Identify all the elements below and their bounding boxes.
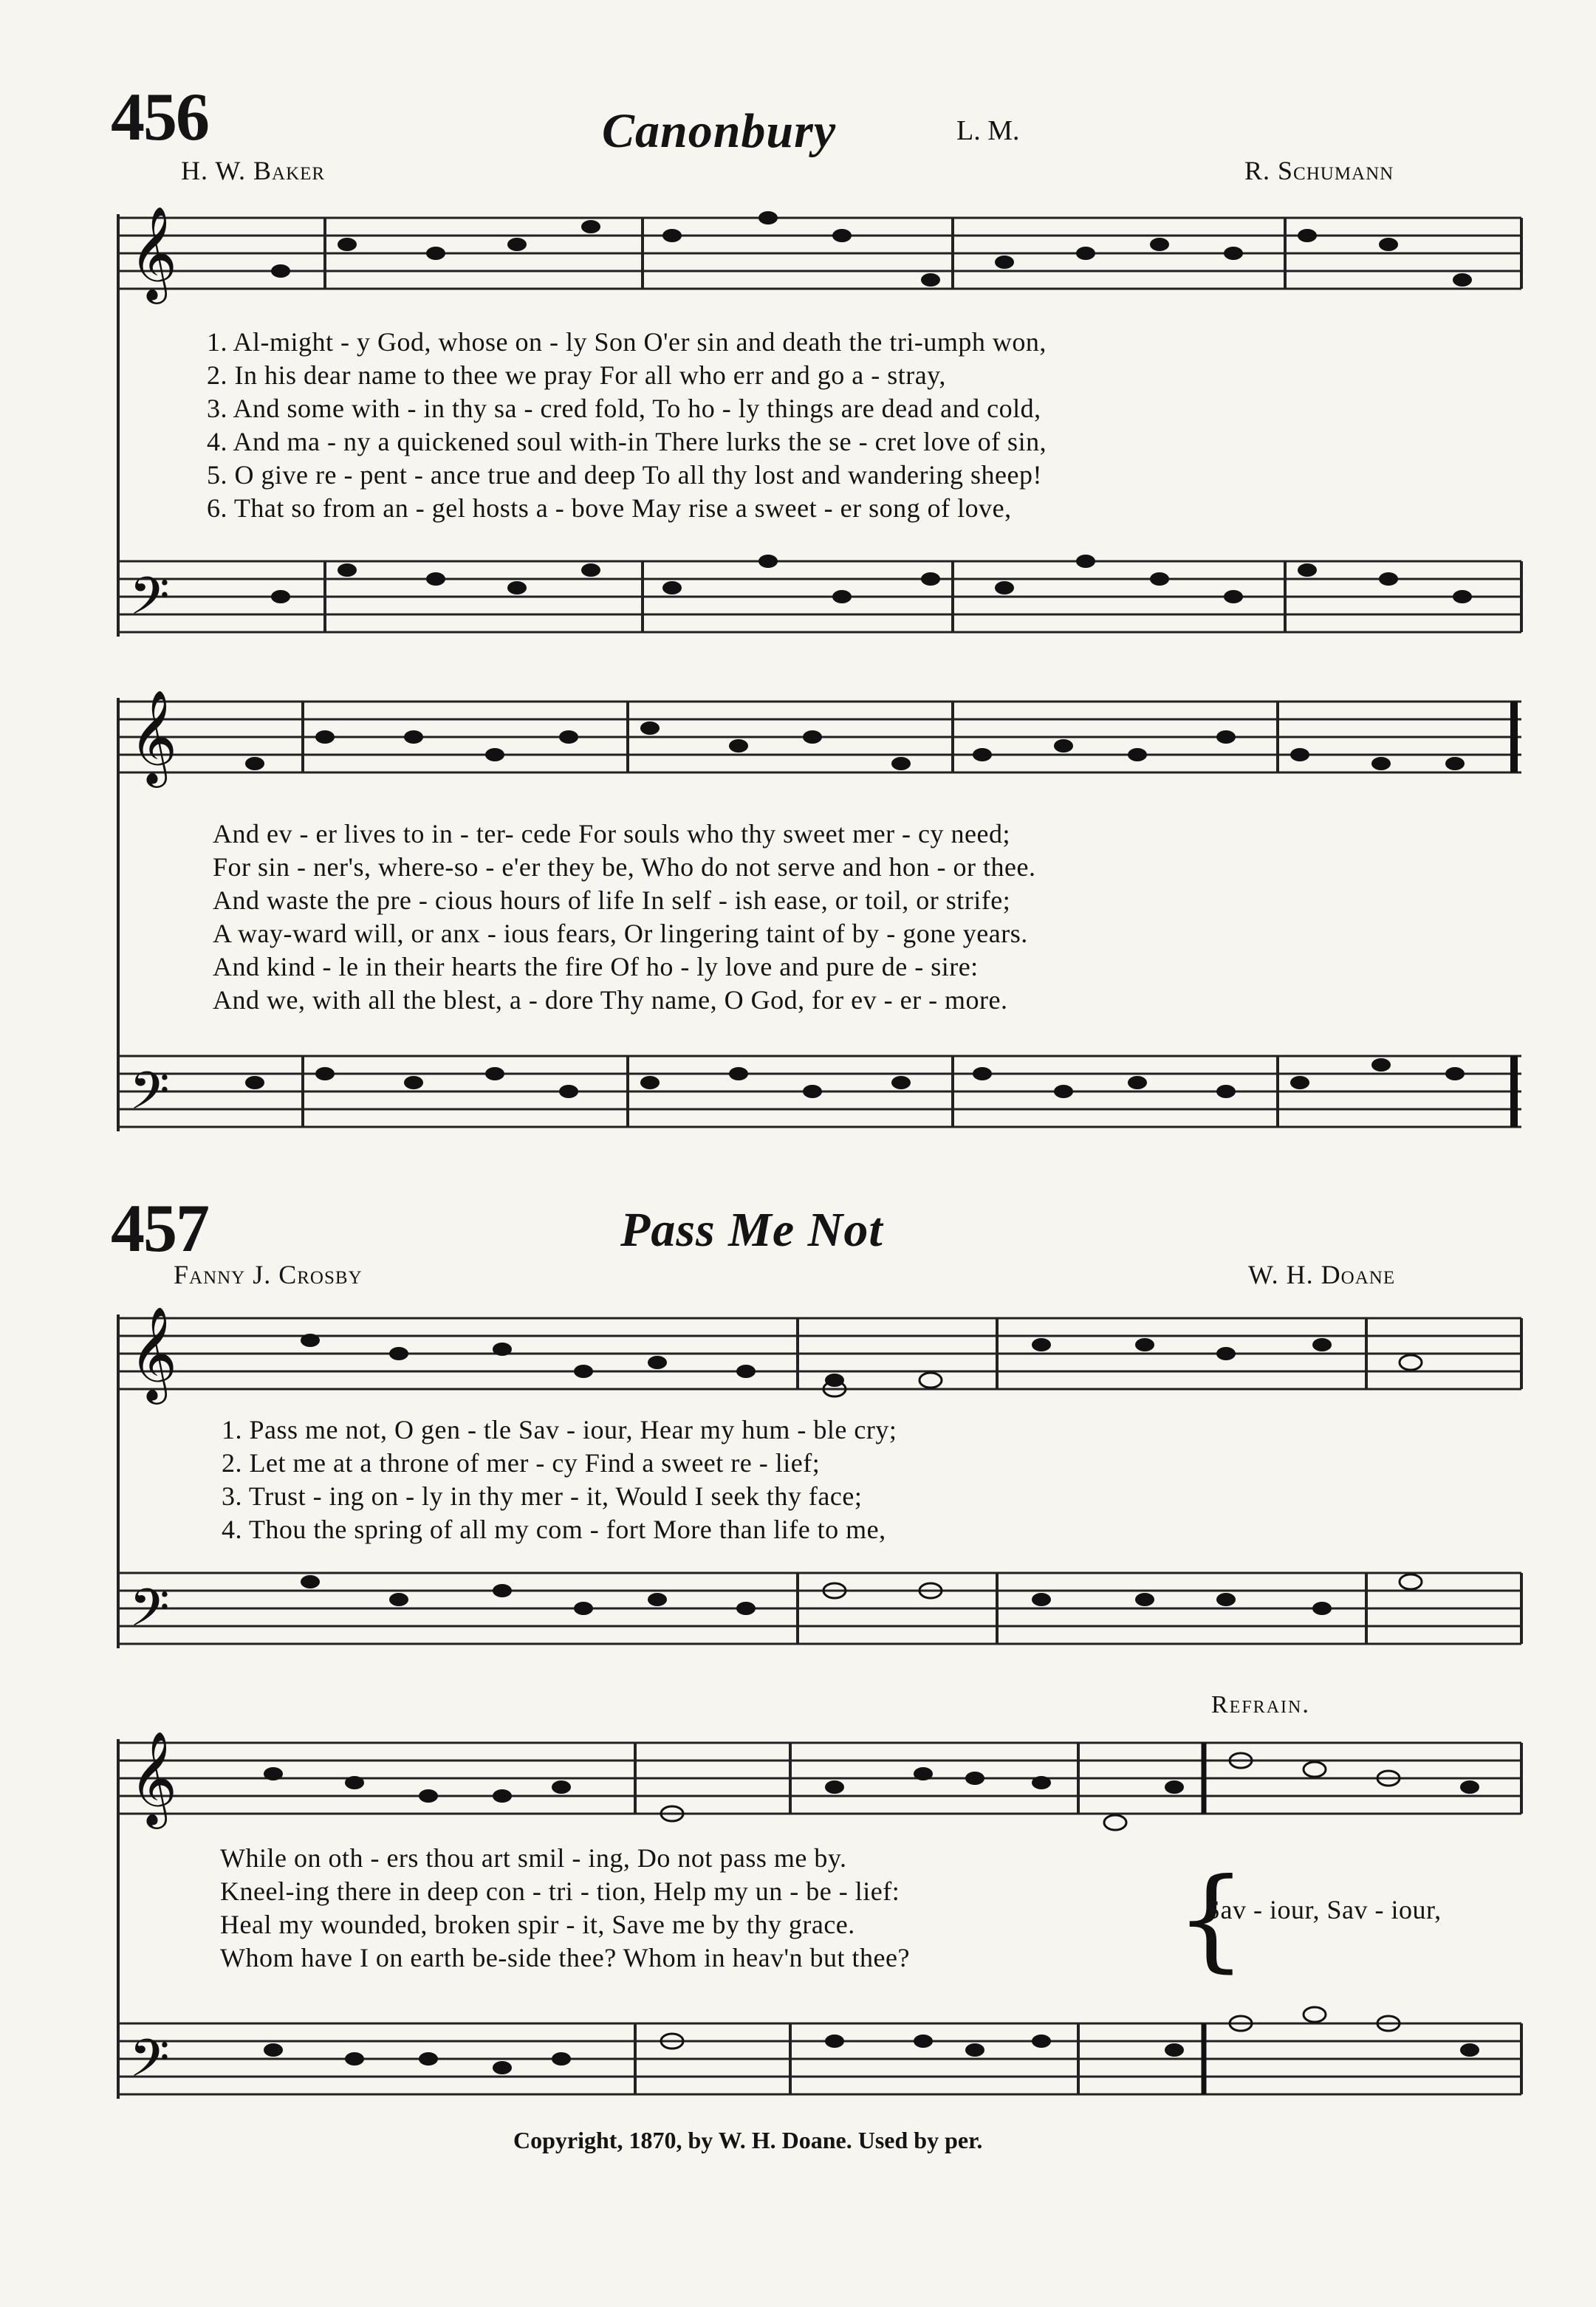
lyric-line: 5. O give re - pent - ance true and deep To all thy lost and wandering sheep!	[207, 460, 1042, 490]
svg-text:𝄢: 𝄢	[129, 1061, 170, 1134]
lyric-line: 4. And ma - ny a quickened soul with-in There lurks the se - cret love of sin,	[207, 427, 1047, 456]
svg-text:𝄢: 𝄢	[129, 1578, 170, 1651]
lyric-line: Kneel-ing there in deep con - tri - tion, Help my un - be - lief:	[220, 1876, 900, 1906]
svg-text:{: {	[1176, 1855, 1247, 1984]
svg-text:𝄞: 𝄞	[129, 1306, 178, 1400]
hymn-title: Pass Me Not	[620, 1203, 883, 1257]
lyric-line: A way-ward will, or anx - ious fears, Or lingering taint of by - gone years.	[213, 919, 1028, 948]
lyric-line: 1. Pass me not, O gen - tle Sav - iour, Hear my hum - ble cry;	[222, 1415, 897, 1444]
svg-text:𝄞: 𝄞	[129, 1730, 178, 1825]
lyric-line: 3. And some with - in thy sa - cred fold, To ho - ly things are dead and cold,	[207, 394, 1041, 423]
svg-text:𝄞: 𝄞	[129, 205, 178, 300]
lyric-line: 4. Thou the spring of all my com - fort More than life to me,	[222, 1515, 886, 1544]
refrain-label: Refrain.	[1211, 1691, 1310, 1718]
lyric-line: 2. In his dear name to thee we pray For all who err and go a - stray,	[207, 360, 946, 390]
hymn-meter: L. M.	[956, 115, 1020, 146]
lyric-line: For sin - ner's, where-so - e'er they be, Who do not serve and hon - or thee.	[213, 852, 1036, 882]
lyric-line: 1. Al-might - y God, whose on - ly Son O'er sin and death the tri-umph won,	[207, 327, 1047, 357]
hymn-title: Canonbury	[602, 104, 837, 158]
lyric-line: And waste the pre - cious hours of life In self - ish ease, or toil, or strife;	[213, 885, 1011, 915]
lyric-line: 3. Trust - ing on - ly in thy mer - it, Would I seek thy face;	[222, 1481, 863, 1511]
hymn-composer: W. H. Doane	[1248, 1260, 1396, 1289]
lyric-line: And kind - le in their hearts the fire Of ho - ly love and pure de - sire:	[213, 952, 979, 981]
lyric-line: 6. That so from an - gel hosts a - bove May rise a sweet - er song of love,	[207, 493, 1012, 523]
refrain-text: Sav - iour, Sav - iour,	[1205, 1895, 1442, 1924]
svg-text:𝄢: 𝄢	[129, 566, 170, 640]
hymn-author: Fanny J. Crosby	[174, 1260, 363, 1289]
svg-text:𝄢: 𝄢	[129, 2029, 170, 2102]
hymn-composer: R. Schumann	[1244, 156, 1394, 185]
lyric-line: And we, with all the blest, a - dore Thy name, O God, for ev - er - more.	[213, 985, 1008, 1015]
hymn-number: 456	[111, 79, 208, 154]
lyric-line: And ev - er lives to in - ter- cede For souls who thy sweet mer - cy need;	[213, 819, 1010, 849]
lyric-line: Whom have I on earth be-side thee? Whom in heav'n but thee?	[220, 1943, 910, 1972]
lyric-line: 2. Let me at a throne of mer - cy Find a sweet re - lief;	[222, 1448, 821, 1478]
lyric-line: Heal my wounded, broken spir - it, Save me by thy grace.	[220, 1910, 855, 1939]
svg-text:𝄞: 𝄞	[129, 689, 178, 784]
hymn-author: H. W. Baker	[181, 156, 326, 185]
lyric-line: While on oth - ers thou art smil - ing, Do not pass me by.	[220, 1843, 847, 1873]
hymn-number: 457	[111, 1190, 208, 1266]
copyright-notice: Copyright, 1870, by W. H. Doane. Used by per.	[513, 2127, 983, 2153]
